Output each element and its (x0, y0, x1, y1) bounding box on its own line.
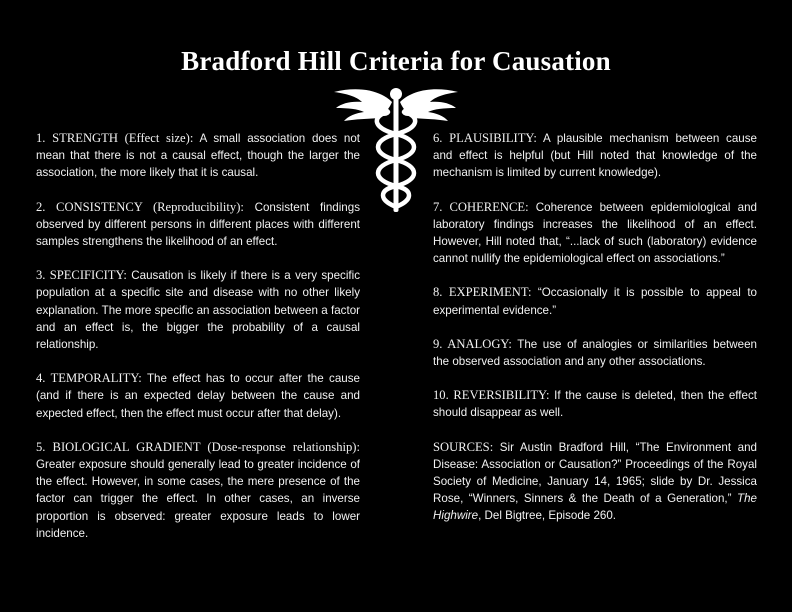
criterion-text: Coherence between epidemiological and laboratory findings increases the likelihood of an effect. However, Hill noted that, “...lack of such (laboratory) evidence cannot nullify the epidemiological effect on associations.” (433, 200, 758, 266)
criterion-heading: 6. PLAUSIBILITY: (433, 131, 537, 145)
criterion-text: A plausible mechanism between cause and effect is helpful (but Hill noted that knowledge of the mechanism is limited by current knowledge). (433, 132, 757, 180)
criterion-biological-gradient (36, 439, 360, 542)
sources-heading: SOURCES: (433, 439, 494, 454)
criterion-heading: 3. SPECIFICITY: (36, 268, 127, 283)
criterion-text: Consistent findings observed by different persons in different places with different samples strengthens the likelihood of an effect. (36, 200, 360, 249)
criterion-text: The use of analogies or similarities between the observed association and any other associations. (433, 337, 757, 369)
criterion-coherence (433, 199, 757, 268)
sources (433, 439, 757, 525)
criterion-specificity (36, 267, 360, 353)
criterion-text: “Occasionally it is possible to appeal to experimental evidence.” (433, 286, 757, 317)
criterion-heading: 4. TEMPORALITY: (36, 371, 142, 386)
criterion-text: A small association does not mean that there is not a causal effect, though the larger the association, the more likely that it is causal. (36, 132, 361, 180)
criterion-heading: 1. STRENGTH (Effect size): (36, 131, 194, 145)
criterion-heading: 7. COHERENCE: (433, 199, 529, 214)
criterion-text: Greater exposure should generally lead to greater incidence of the effect. However, in some cases, the mere presence of the factor can trigger the effect. In other cases, an inverse proportion is observed: greater exposure leads to lower incidence. (36, 458, 360, 540)
criterion-text: Causation is likely if there is a very specific population at a specific site and disease with no other likely explanation. The more specific an association between a factor and an effect is, the bigger the probability of a causal relationship. (36, 269, 360, 352)
page-title: Bradford Hill Criteria for Causation (181, 46, 611, 76)
criterion-reversibility (433, 387, 757, 421)
criteria-left-column (36, 130, 360, 559)
sources-text-end: , Del Bigtree, Episode 260. (478, 509, 617, 523)
criterion-plausibility (433, 130, 757, 182)
criterion-temporality (36, 370, 360, 422)
criterion-experiment (433, 284, 757, 318)
criterion-analogy (433, 336, 757, 370)
criterion-heading: 2. CONSISTENCY (Reproducibility): (36, 199, 244, 214)
criterion-consistency (36, 199, 360, 251)
sources-show-title: The Highwire (433, 492, 757, 523)
criterion-heading: 9. ANALOGY: (433, 336, 512, 351)
criterion-heading: 5. BIOLOGICAL GRADIENT (Dose-response relationship): (36, 439, 360, 454)
criteria-right-column (433, 130, 757, 542)
criterion-text: The effect has to occur after the cause (and if there is an expected delay between the cause and expected effect, then the effect must occur after that delay). (36, 372, 360, 420)
sources-text: Sir Austin Bradford Hill, “The Environment and Disease: Association or Causation?” Proceedings of the Royal Society of Medicine, January 14, 1965; slide by Dr. Jessica Rose, “Winners, Sinners & the Death of a Generation,” (433, 440, 757, 506)
criterion-heading: 8. EXPERIMENT: (433, 285, 532, 300)
criterion-strength (36, 130, 360, 182)
criterion-heading: 10. REVERSIBILITY: (433, 388, 550, 403)
criterion-text: If the cause is deleted, then the effect should disappear as well. (433, 389, 757, 420)
